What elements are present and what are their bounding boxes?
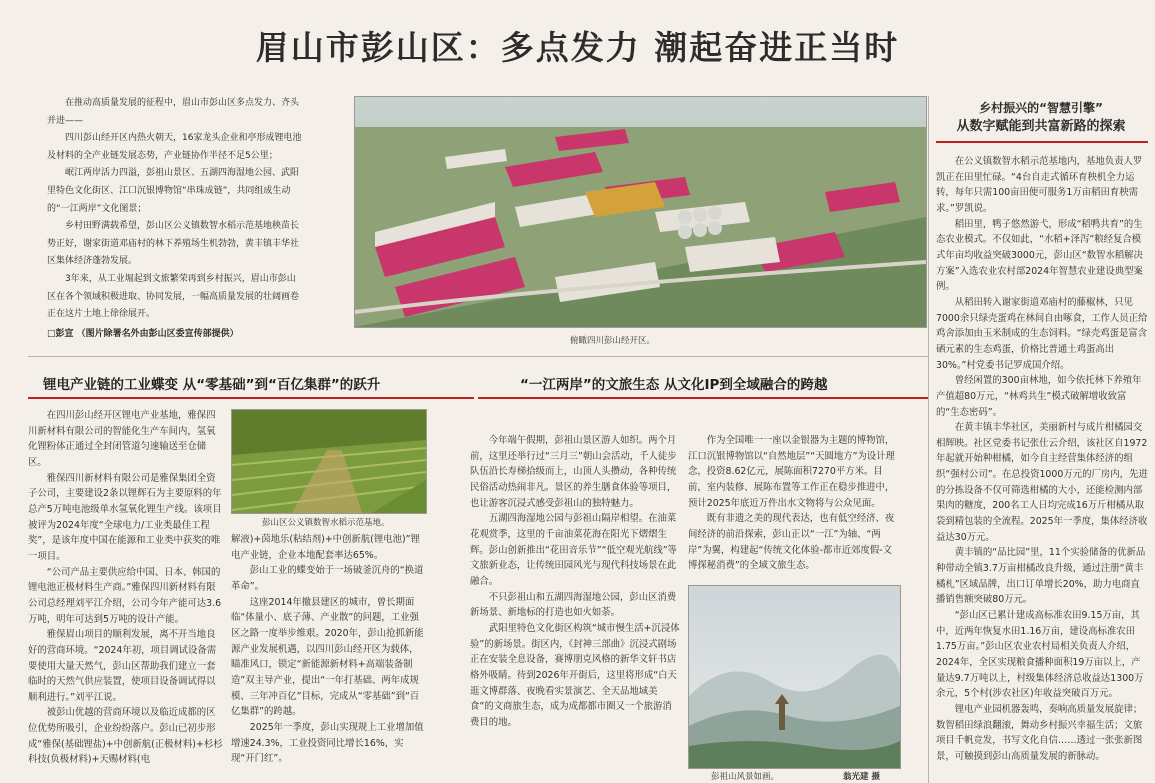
page-headline: 眉山市彭山区：多点发力 潮起奋进正当时 [255,28,900,67]
section2-paragraph: 不只彭祖山和五湖四海湿地公园，彭山区消费新场景、新地标的打造也如火如荼。 [470,591,677,619]
section3-paragraph: 黄丰镇的“品比园”里，11个实验储备的优新品种带动全镇3.7万亩柑橘改良升级，通过注册“黄丰橘札”区域品牌，出口订单增长20%，助力电商直播销售额突破80万元。 [936,547,1146,606]
section3-paragraph: 锂电产业园机器轰鸣，奏响高质量发展旋律；数智稻田绿浪翻滚，舞动乡村振兴幸福生活；文旅项目千帆竞发，书写文化自信……透过一张张新图景，可触摸到彭山高质量发展的新脉动。 [936,703,1143,762]
section3-title [936,100,1146,136]
section1-paragraph: 被彭山优越的营商环境以及临近成都的区位优势所吸引，企业纷纷落户。彭山已初步形成“雅保(基础锂盐)+中创新航(正极材料)+杉杉科技(负极材料)+天赐材料(电 [28,707,223,766]
section1-paragraph: 2025年一季度，彭山实现规上工业增加值增速24.3%，工业投资同比增长16%，实现“开门红”。 [231,721,424,765]
section3-paragraph: 曾经闲置的300亩林地，如今依托林下养殖年产值超80万元，“林鸡共生”模式破解增收致富的“生态密码”。 [936,375,1142,418]
section2-title: “一江两岸”的文旅生态 从文化IP到全域融合的跨越 [520,377,828,393]
intro-paragraph: 四川彭山经开区内热火朝天，16家龙头企业和亭形成锂电池及材料的全产业链发展态势，产业链协作半径不足5公里； [47,133,302,161]
section3-title-line1: 乡村振兴的“智慧引擎” [979,101,1103,115]
section3-body [936,154,1148,783]
section2-col-a [470,433,680,783]
section1-paragraph: 解液)+茵地乐(粘结剂)+中创新航(锂电池)”锂电产业链，企业本地配套率达65%。 [231,534,420,561]
section2-col-b [688,433,901,583]
section2-paragraph: 作为全国唯一一座以金银器为主题的博物馆，江口沉银博物馆以“自然地层”“天圆地方”为设计理念，投资8.62亿元，展陈面积7270平方米。目前，室内装修、展陈布置等工作正在稳步推进中，预计2025年底近万件出水文物将与公众见面。 [688,435,895,509]
section1-paragraph: “公司产品主要供应给中国、日本、韩国的锂电池正极材料生产商。”雅保四川新材料有限公司总经理刘平江介绍，公司今年产能可达3.6万吨，明年可达到5万吨的设计产能。 [28,566,222,625]
landscape-photo-credit: 翁光建 摄 [843,772,880,782]
section2-paragraph: 既有非遗之美的现代表达，也有低空经济、夜间经济的前沿探索，彭山正以“一江”为轴、“两岸”为翼，构建起“传统文化体验-都市近郊度假-文博探秘消费”的全域文旅生态。 [688,513,895,572]
section1-paragraph: 彭山工业的蝶变始于一场破釜沉舟的“换道革命”。 [231,565,424,592]
section1-col-a [28,408,223,783]
section1-paragraph: 雅保四川新材料有限公司是雅保集团全资子公司，主要建设2条以锂辉石为主要原料的年总产5万吨电池级单水氢氧化锂生产线。该项目被评为2024年度“全球电力/工业类最佳工程奖”，是该年度中国在能源和工业类中获奖的唯一项目。 [28,472,222,562]
landscape-image [689,586,900,768]
section2-paragraph: 武阳里特色文化街区构筑“城市慢生活+沉浸体验”的新场景。街区内，《封神三部曲》沉浸式剧场正在安装全息设备，赛博朋克风格的新华文轩书店格外吸睛。待到2026年开街后，这里将形成“白天逛文博群落、夜晚看实景演艺、全天品地域美食”的文商旅生态，成为成都都市圈又一个旅游消费目的地。 [470,622,680,728]
section1-paragraph: 雅保眉山项目的顺利发展，离不开当地良好的营商环境。“2024年初，项目调试设备需要使用大量天然气，彭山区帮助我们建立一套临时的天然气供应装置，使项目设备调试得以顺利进行。”刘平江说。 [28,629,217,703]
rice-field-photo [231,409,427,514]
section3-paragraph: 在公义镇数智水稻示范基地内，基地负责人罗凯正在田里忙碌。“4台自走式循环育秧机全力运转，每年只需100亩田便可服务1万亩稻田育秧需求。”罗凯说。 [936,156,1143,214]
intro-paragraph: 3年来，从工业堀起到文旅繁荣再到乡村振兴，眉山市彭山区在各个领域积极进取、协同发展，一幅高质量发展的壮阔画卷正在这片土地上徐徐展开。 [47,273,300,320]
section3-rule [936,141,1148,143]
landscape-photo [688,585,901,769]
section3-paragraph: 从稻田转入谢家街道邓庙村的藤椒林，只见7000余只绿壳蛋鸡在林间自由啄食，工作人员正给鸡舍添加由玉米制成的生态饲料。“绿壳鸡蛋是富含硒元素的生态鸡蛋，价格比普通土鸡蛋高出30%。”村党委书记罗成国介绍。 [936,296,1148,371]
section3-paragraph: “彭山区已累计建成高标准农田9.15万亩，其中，近两年恢复水田1.16万亩，建设高标准农田1.75万亩。”彭山区农业农村局相关负责人介绍，2024年，全区实现粮食播种面积19万亩以上，产量达9.7万吨以上，村级集体经济总收益达1300万余元，5个村(涉农社区)年收益突破百万元。 [936,610,1144,700]
rice-caption: 彭山区公义镇数智水稻示范基地。 [262,518,390,528]
intro-paragraph: 乡村田野满载希望，彭山区公义镇数智水稻示范基地秧苗长势正好，谢家街道邓庙村的林下养殖场生机勃勃，黄丰镇丰华社区集体经济蓬勃发展。 [47,221,300,267]
column-divider [928,96,929,783]
section2-paragraph: 今年端午假期，彭祖山景区游人如织。两个月前，这里还举行过“三月三”朝山会活动，千人徒步队伍沿长寿梯拾级而上，山顶人头攒动，各种传统民俗活动热闹非凡。景区的养生膳食体验等项目，也让游客沉浸式感受彭祖山的独特魅力。 [470,435,677,509]
section3-title-line2: 从数字赋能到共富新路的探索 [956,119,1126,134]
section1-paragraph: 在四川彭山经开区锂电产业基地，雅保四川新材料有限公司的智能化生产车间内，氢氧化锂粉体正通过全封闭管道匀速输送至仓储区。 [28,410,216,468]
landscape-caption: 彭祖山风景如画。 [711,772,780,782]
rice-field-image [232,410,426,513]
section-divider [28,356,928,357]
section1-rule [28,397,474,399]
intro-paragraph: 在推动高质量发展的征程中，眉山市彭山区多点发力、齐头并进—— [47,98,300,126]
section2-paragraph: 五湖四海湿地公园与彭祖山隔岸相望。在油菜花观赏季，这里的千亩油菜花海在阳光下熠熠生辉。彭山创新推出“花田音乐节”“低空观光航线”等文旅新业态，让传统田园风光与现代科技场景在此融合。 [470,513,677,587]
intro-paragraph: 岷江两岸活力四溢，彭祖山景区、五湖四海湿地公园、武阳里特色文化街区、江口沉银博物馆“串珠成链”，共同组成生动的“一江两岸”文化图景； [47,168,300,214]
section1-paragraph: 这座2014年撤县建区的城市，曾长期面临“体量小、底子薄、产业散”的问题，工业强区之路一度举步维艰。2020年，彭山抢抓新能源产业发展机遇，以四川彭山经开区为载体，瞄准风口，锁定“新能源新材料+高端装备制造”双主导产业，提出“一年打基础、两年成规模、三年冲百亿”目标，完成从“零基础”到“百亿集群”的跨越。 [231,596,424,718]
section1-col-b [231,532,425,783]
section2-rule [478,397,928,399]
intro-credit: □彭宣 （图片除署名外由彭山区委宣传部提供） [47,328,239,339]
intro-block [47,95,304,343]
section3-paragraph: 在黄丰镇丰华社区，美丽新村与成片柑橘园交相辉映。社区党委书记张仕云介绍，该社区自1972年起就开始种柑橘，如今自主经营集体经济的组织“强村公司”。在总投资1000万元的厂房内，先进的分拣设备不仅可筛选柑橘的大小，还能检测内部果肉的糖度，200名工人日均完成16万斤柑橘从取袋到精包装的全流程。2025年一季度，集体经济收益达30万元。 [936,422,1148,543]
aerial-caption: 俯瞰四川彭山经开区。 [570,336,656,346]
aerial-photo [354,96,927,328]
section3-paragraph: 稻田里，鸭子悠然游弋，形成“稻鸭共育”的生态农业模式。不仅如此，“水稻+泽泻”粮经复合模式年亩均收益突破3000元，彭山区“数智水稻解决方案”入选农业农村部2024年智慧农业建设典型案例。 [936,218,1143,293]
aerial-photo-image [355,97,926,327]
section1-title: 锂电产业链的工业蝶变 从“零基础”到“百亿集群”的跃升 [43,377,381,393]
